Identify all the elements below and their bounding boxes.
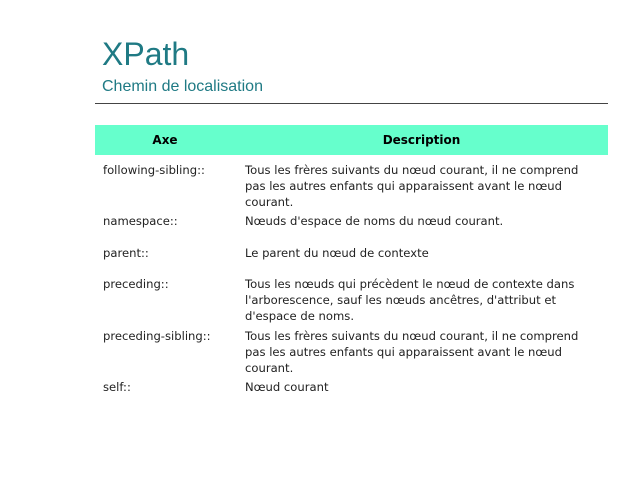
table-row: [95, 376, 608, 399]
axis-cell: self::: [103, 380, 131, 394]
table-row: [95, 265, 608, 324]
description-cell: Tous les nœuds qui précèdent le nœud de contexte dans l'arborescence, sauf les nœuds ancêtres, d'attribut et d'espace de noms.: [245, 277, 575, 323]
description-cell: Nœuds d'espace de noms du nœud courant.: [245, 214, 504, 228]
header-axis: Axe: [152, 133, 178, 147]
description-cell: Tous les frères suivants du nœud courant, il ne comprend pas les autres enfants qui apparaissent avant le nœud courant.: [245, 329, 579, 375]
title-divider: [95, 103, 608, 104]
axis-cell: parent::: [103, 246, 149, 260]
axis-cell: preceding::: [103, 277, 169, 291]
axis-cell: namespace::: [103, 214, 178, 228]
table-row: [95, 155, 608, 208]
table-header: [95, 125, 608, 155]
axis-cell: preceding-sibling::: [103, 329, 211, 343]
axes-table: [95, 125, 608, 399]
table-row: [95, 324, 608, 376]
slide-title: XPath: [102, 36, 190, 72]
slide-subtitle: Chemin de localisation: [102, 78, 263, 95]
table-row: [95, 233, 608, 265]
axis-cell: following-sibling::: [103, 163, 205, 177]
description-cell: Tous les frères suivants du nœud courant, il ne comprend pas les autres enfants qui apparaissent avant le nœud courant.: [245, 163, 579, 209]
table-row: [95, 208, 608, 233]
header-description: Description: [382, 133, 461, 147]
description-cell: Le parent du nœud de contexte: [245, 246, 429, 260]
description-cell: Nœud courant: [245, 380, 329, 394]
